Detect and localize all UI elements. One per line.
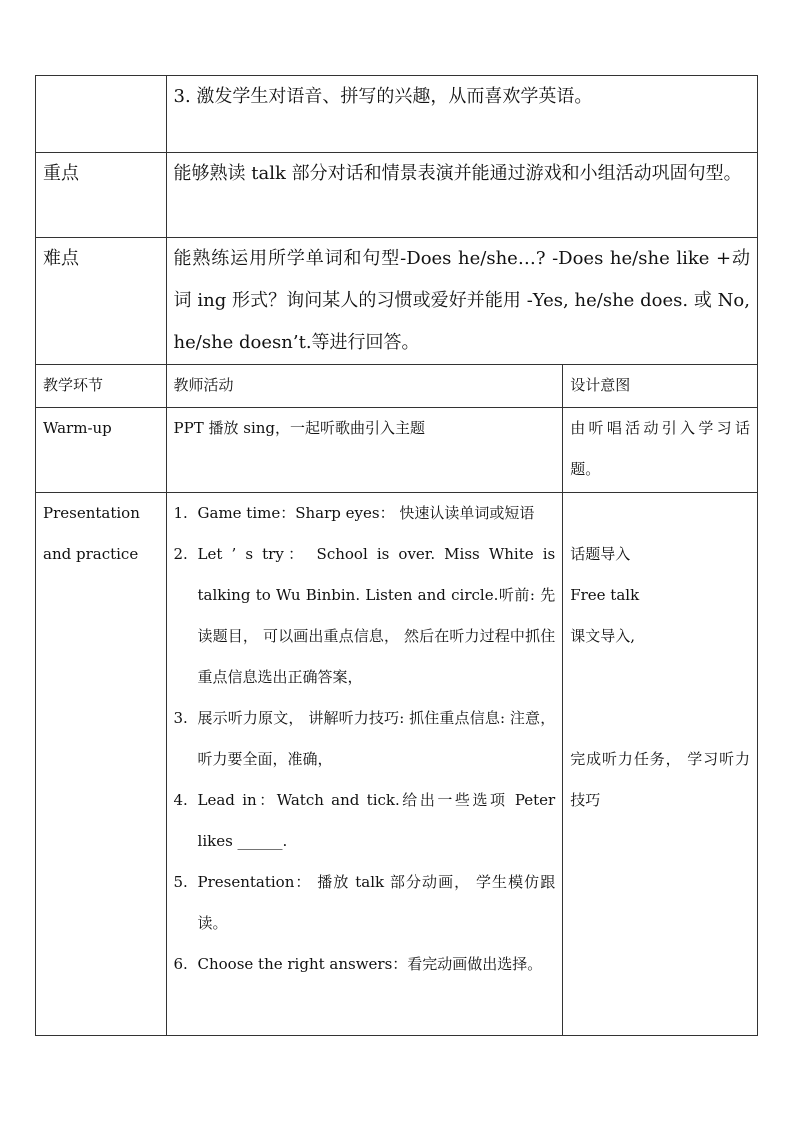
answer-blank: ______ xyxy=(237,832,283,850)
step-item: 5. Presentation： 播放 talk 部分动画， 学生模仿跟读。 xyxy=(173,873,556,932)
step-text: 展示听力原文， 讲解听力技巧: 抓住重点信息: 注意， 听力要全面，准确， xyxy=(197,709,556,768)
header-intent: 设计意图 xyxy=(563,365,758,408)
intent-free-talk: Free talk xyxy=(570,586,640,604)
intent-listening: 完成听力任务， 学习听力技巧 xyxy=(570,750,750,809)
warmup-stage: Warm-up xyxy=(36,408,167,493)
key-point-content: 能够熟读 talk 部分对话和情景表演并能通过游戏和小组活动巩固句型。 xyxy=(166,153,757,238)
step-item: 2. Let ’ s try： School is over. Miss White is talking to Wu Binbin. Listen and circle.听前: 先读题目， 可以画出重点信息， 然后在听力过程中抓住重点信息选出正确答案， xyxy=(173,545,556,686)
lesson-plan-table xyxy=(35,75,758,1036)
step-text: Choose the right answers：看完动画做出选择。 xyxy=(197,955,543,973)
warmup-teacher: PPT 播放 sing，一起听歌曲引入主题 xyxy=(166,408,563,493)
header-row xyxy=(36,365,758,408)
step-item: 3. 展示听力原文， 讲解听力技巧: 抓住重点信息: 注意， 听力要全面，准确， xyxy=(173,709,556,768)
intent-topic-intro: 话题导入 xyxy=(570,545,631,563)
presentation-intent xyxy=(563,493,758,1036)
step-text: Lead in：Watch and tick.给出一些选项 Peter likes xyxy=(197,791,556,850)
header-stage: 教学环节 xyxy=(36,365,167,408)
header-teacher: 教师活动 xyxy=(166,365,563,408)
key-point-row xyxy=(36,153,758,238)
presentation-teacher xyxy=(166,493,563,1036)
objective-row xyxy=(36,76,758,153)
difficulty-row xyxy=(36,238,758,365)
presentation-row xyxy=(36,493,758,1036)
step-item: 1. Game time：Sharp eyes： 快速认读单词或短语 xyxy=(173,504,535,522)
difficulty-label: 难点 xyxy=(36,238,167,365)
objective-label-cell xyxy=(36,76,167,153)
step-item: 6. Choose the right answers：看完动画做出选择。 xyxy=(173,955,543,973)
step-text: Presentation： 播放 talk 部分动画， 学生模仿跟读。 xyxy=(197,873,556,932)
step-item: 4. Lead in：Watch and tick.给出一些选项 Peter likes ______. xyxy=(174,780,556,862)
steps-list xyxy=(174,493,556,985)
presentation-stage: Presentation and practice xyxy=(36,493,167,1036)
difficulty-content: 能熟练运用所学单词和句型-Does he/she…? -Does he/she like +动词 ing 形式？询问某人的习惯或爱好并能用 -Yes, he/she does. 或 No, he/she doesn’t.等进行回答。 xyxy=(166,238,757,365)
step-text: Let ’ s try： School is over. Miss White is talking to Wu Binbin. Listen and circle.听前: 先读题目， 可以画出重点信息， 然后在听力过程中抓住重点信息选出正确答案， xyxy=(197,545,556,686)
objective-3-text: 3. 激发学生对语音、拼写的兴趣，从而喜欢学英语。 xyxy=(166,76,757,153)
warmup-row xyxy=(36,408,758,493)
step-text: Game time：Sharp eyes： 快速认读单词或短语 xyxy=(197,504,535,522)
intent-text-intro: 课文导入, xyxy=(570,627,635,645)
warmup-intent: 由听唱活动引入学习话题。 xyxy=(563,408,758,493)
key-point-label: 重点 xyxy=(36,153,167,238)
